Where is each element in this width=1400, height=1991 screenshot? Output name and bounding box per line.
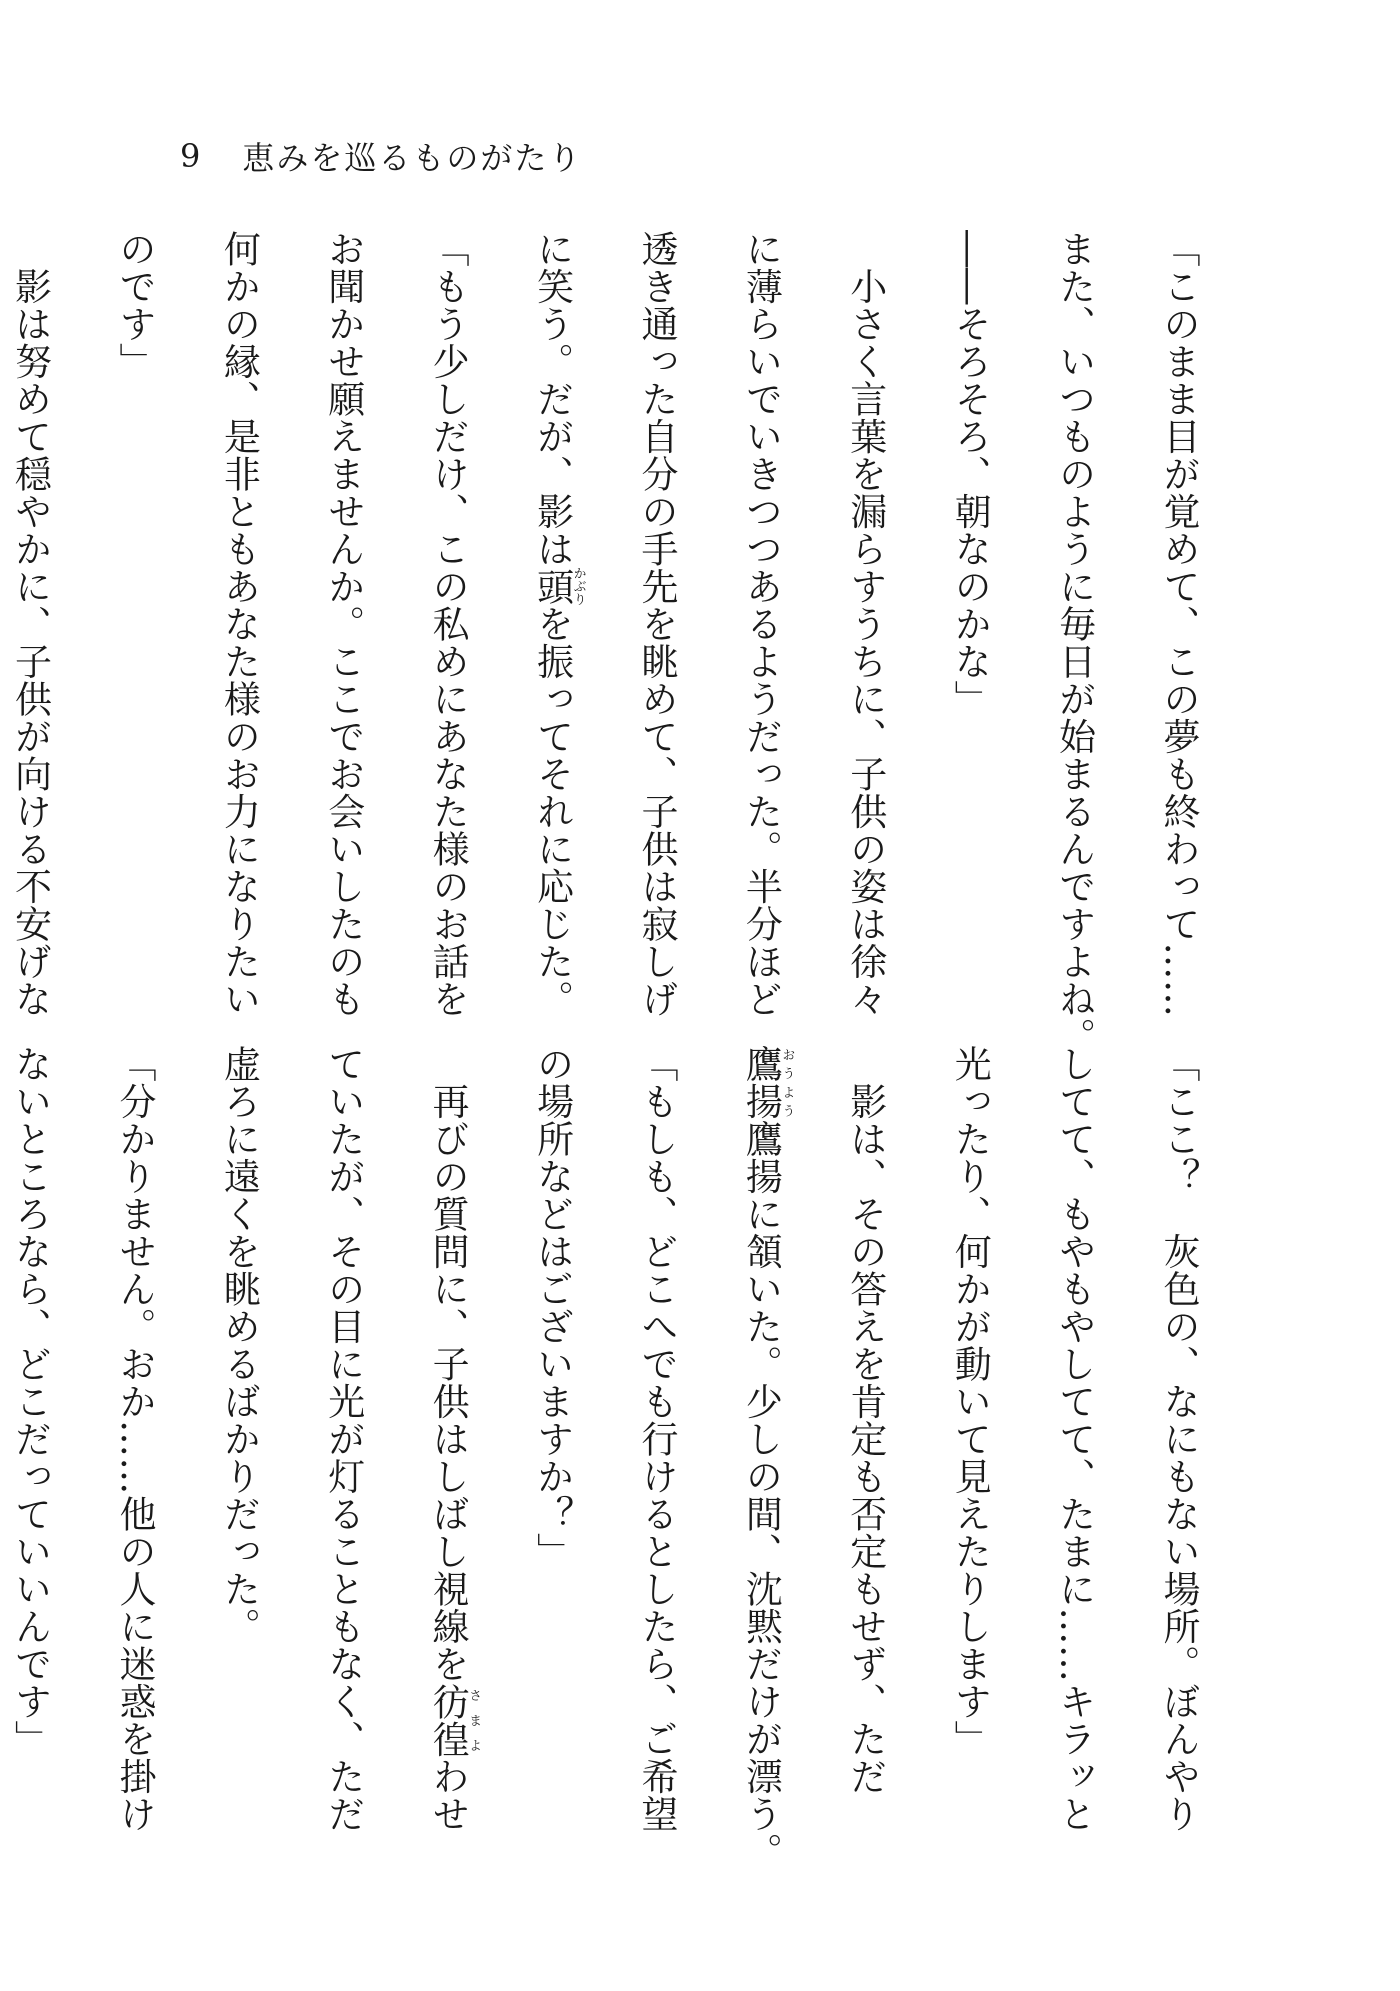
text-line: また、いつものように毎日が始まるんですよね。 xyxy=(1052,230,1096,1055)
text-line-with-ruby xyxy=(395,1045,499,1833)
text-line: の場所などはございますか？」 xyxy=(530,1045,574,1570)
text-line: に薄らいでいきつつあるようだった。半分ほど xyxy=(739,230,783,1018)
text-line: お聞かせ願えませんか。ここでお会いしたのも xyxy=(321,230,365,1018)
text-line: してて、もやもやしてて、たまに……キラッと xyxy=(1052,1045,1096,1833)
text-line: ないところなら、どこだっていいんです」 xyxy=(8,1045,52,1758)
page-title: 恵みを巡るものがたり xyxy=(242,139,583,177)
text-line: 何かの縁、是非ともあなた様のお力になりたい xyxy=(217,230,261,1018)
ruby-annotation xyxy=(426,1682,482,1758)
text-line: 影は、その答えを肯定も否定もせず、ただ xyxy=(843,1045,887,1795)
text-line: ――そろそろ、朝なのかな」 xyxy=(948,230,992,718)
text-fragment: 再びの質問に、子供はしばし視線を xyxy=(426,1045,470,1683)
text-line: 影は努めて穏やかに、子供が向ける不安げな xyxy=(8,230,52,1018)
text-fragment: に笑う。だが、影は xyxy=(530,230,574,568)
text-fragment: わせ xyxy=(426,1757,470,1833)
text-fragment: 鷹揚に頷いた。少しの間、沈黙だけが漂う。 xyxy=(739,1120,783,1870)
ruby-annotation xyxy=(530,566,586,606)
text-line: のです」 xyxy=(112,230,156,380)
text-line-with-ruby xyxy=(499,230,603,1018)
page-header xyxy=(180,126,582,186)
text-line: 「もしも、どこへでも行けるとしたら、ご希望 xyxy=(634,1045,678,1833)
text-line: 透き通った自分の手先を眺めて、子供は寂しげ xyxy=(634,230,678,1018)
text-line: 「分かりません。おか……他の人に迷惑を掛け xyxy=(112,1045,156,1833)
ruby-base: 彷徨 xyxy=(426,1682,470,1758)
text-fragment: を振ってそれに応じた。 xyxy=(530,605,574,1018)
ruby-reading: さまよ xyxy=(466,1682,482,1758)
text-block-bottom xyxy=(8,1045,1230,1870)
page-number: 9 xyxy=(180,137,203,175)
ruby-reading: かぶり xyxy=(570,566,586,606)
ruby-annotation xyxy=(739,1045,795,1120)
ruby-reading: おうよう xyxy=(779,1045,795,1120)
text-line: 「このまま目が覚めて、この夢も終わって…… xyxy=(1157,230,1200,1018)
text-line: ていたが、その目に光が灯ることもなく、ただ xyxy=(321,1045,365,1833)
ruby-base: 頭 xyxy=(530,566,574,606)
text-line-with-ruby xyxy=(708,1045,812,1870)
ruby-base: 鷹揚 xyxy=(739,1045,783,1120)
text-line: 「もう少しだけ、この私めにあなた様のお話を xyxy=(426,230,470,1018)
text-line: 小さく言葉を漏らすうちに、子供の姿は徐々 xyxy=(843,230,887,1018)
text-block-top xyxy=(8,230,1230,1055)
text-line: 「ここ？ 灰色の、なにもない場所。ぼんやり xyxy=(1157,1045,1200,1833)
text-line: 光ったり、何かが動いて見えたりします」 xyxy=(948,1045,992,1758)
text-line: 虚ろに遠くを眺めるばかりだった。 xyxy=(217,1045,261,1645)
